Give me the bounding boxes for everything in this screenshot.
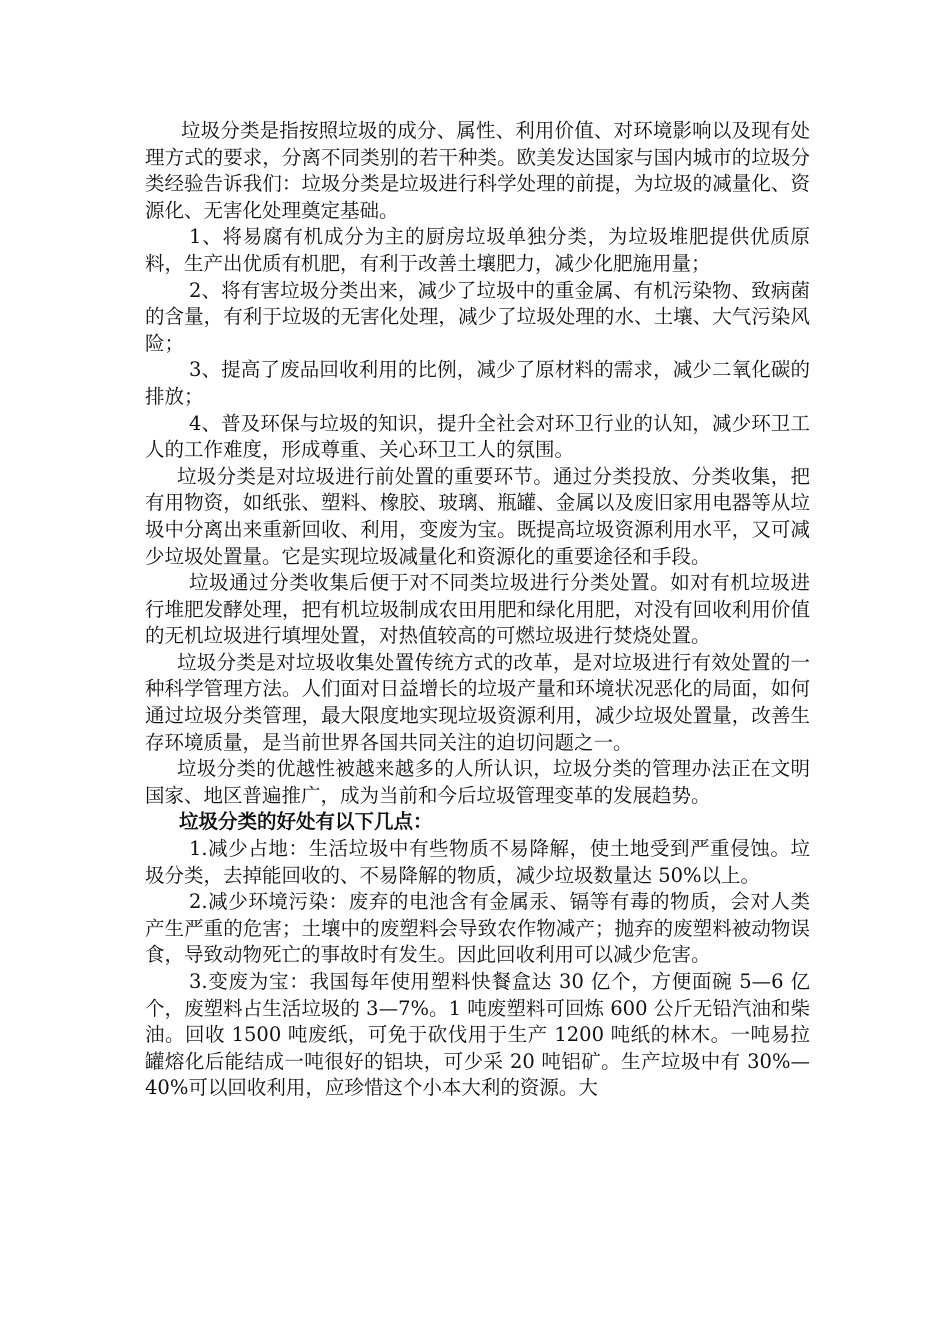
paragraph-pre-treatment: 垃圾分类是对垃圾进行前处置的重要环节。通过分类投放、分类收集，把有用物资，如纸张、塑料、橡胶、玻璃、瓶罐、金属以及废旧家用电器等从垃圾中分离出来重新回收、利用，变废为宝。既提高垃圾资源利用水平，又可减少垃圾处置量。它是实现垃圾减量化和资源化的重要途径和手段。 (145, 464, 810, 568)
document-body (145, 118, 810, 1102)
benefit-reduce-land: 1.减少占地：生活垃圾中有些物质不易降解，使土地受到严重侵蚀。垃圾分类，去掉能回收的、不易降解的物质，减少垃圾数量达 50%以上。 (145, 837, 810, 887)
paragraph-reform: 垃圾分类是对垃圾收集处置传统方式的改革，是对垃圾进行有效处置的一种科学管理方法。人们面对日益增长的垃圾产量和环境状况恶化的局面，如何通过垃圾分类管理，最大限度地实现垃圾资源利用，减少垃圾处置量，改善生存环境质量，是当前世界各国共同关注的迫切问题之一。 (145, 650, 810, 754)
paragraph-trend: 垃圾分类的优越性被越来越多的人所认识，垃圾分类的管理办法正在文明国家、地区普遍推广，成为当前和今后垃圾管理变革的发展趋势。 (145, 757, 810, 807)
paragraph-disposal: 垃圾通过分类收集后便于对不同类垃圾进行分类处置。如对有机垃圾进行堆肥发酵处理，把有机垃圾制成农田用肥和绿化用肥，对没有回收利用价值的无机垃圾进行填埋处置，对热值较高的可燃垃圾进行焚烧处置。 (145, 571, 810, 648)
paragraph-point-1: 1、将易腐有机成分为主的厨房垃圾单独分类，为垃圾堆肥提供优质原料，生产出优质有机肥，有利于改善土壤肥力，减少化肥施用量； (145, 225, 810, 275)
benefit-reduce-pollution: 2.减少环境污染：废弃的电池含有金属汞、镉等有毒的物质，会对人类产生严重的危害；土壤中的废塑料会导致农作物减产；抛弃的废塑料被动物误食，导致动物死亡的事故时有发生。因此回收利用可以减少危害。 (145, 890, 810, 967)
benefit-waste-to-treasure: 3.变废为宝：我国每年使用塑料快餐盒达 30 亿个，方便面碗 5—6 亿个，废塑料占生活垃圾的 3—7%。1 吨废塑料可回炼 600 公斤无铅汽油和柴油。回收 1500 吨废纸，可免于砍伐用于生产 1200 吨纸的林木。一吨易拉罐熔化后能结成一吨很好的铝块，可少采 20 吨铝矿。生产垃圾中有 30%—40%可以回收利用，应珍惜这个小本大利的资源。大 (145, 970, 810, 1100)
benefits-heading: 垃圾分类的好处有以下几点： (179, 810, 433, 834)
paragraph-point-4: 4、普及环保与垃圾的知识，提升全社会对环卫行业的认知，减少环卫工人的工作难度，形成尊重、关心环卫工人的氛围。 (145, 411, 810, 462)
paragraph-point-3: 3、提高了废品回收利用的比例，减少了原材料的需求，减少二氧化碳的排放； (145, 358, 810, 408)
paragraph-point-2: 2、将有害垃圾分类出来，减少了垃圾中的重金属、有机污染物、致病菌的含量，有利于垃圾的无害化处理，减少了垃圾处理的水、土壤、大气污染风险； (145, 278, 810, 355)
paragraph-intro: 垃圾分类是指按照垃圾的成分、属性、利用价值、对环境影响以及现有处理方式的要求，分离不同类别的若干种类。欧美发达国家与国内城市的垃圾分类经验告诉我们：垃圾分类是垃圾进行科学处理的前提，为垃圾的减量化、资源化、无害化处理奠定基础。 (145, 119, 810, 222)
